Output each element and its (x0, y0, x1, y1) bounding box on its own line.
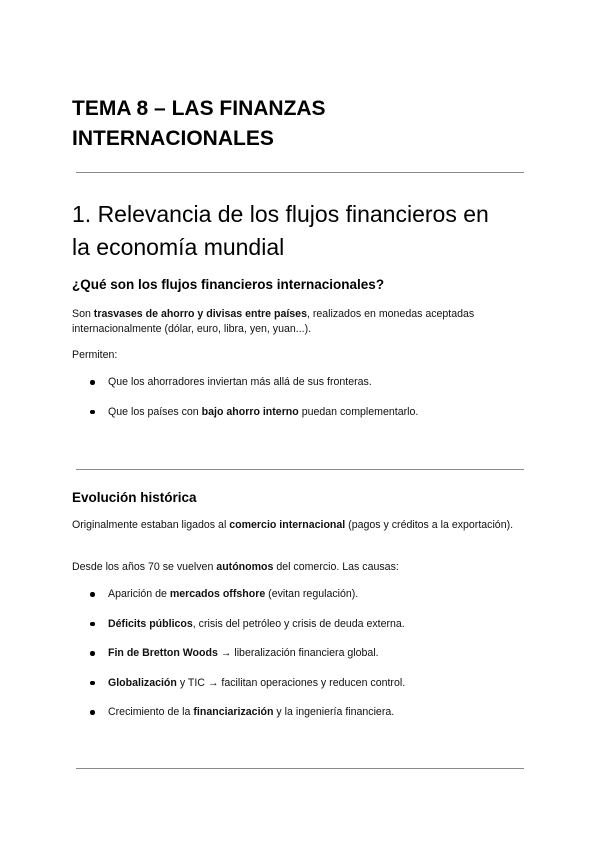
list-item (88, 676, 528, 706)
document-title-line-1: TEMA 8 – LAS FINANZAS (72, 97, 326, 120)
para-original-bold: comercio internacional (229, 519, 346, 531)
section-1-heading-line-1: 1. Relevancia de los flujos financieros en (72, 201, 489, 227)
section-1-subheading: ¿Qué son los flujos financieros internacionales? (72, 277, 385, 292)
bullet-text-bold: Fin de Bretton Woods (108, 647, 218, 659)
bullet-text-bold: Déficits públicos (108, 617, 193, 630)
bullet-dot-icon (90, 681, 95, 686)
list-item (88, 405, 528, 435)
list-item (88, 375, 528, 405)
document-title-line-2: INTERNACIONALES (72, 127, 274, 150)
section-1-heading-line-2: la economía mundial (72, 234, 285, 260)
section-2-bullet-list (88, 587, 528, 735)
bullet-dot-icon (90, 710, 95, 715)
document-title (72, 94, 532, 154)
bullet-dot-icon (90, 592, 95, 597)
section-1-bullet-list (88, 375, 528, 434)
para-original (72, 518, 532, 533)
para-causas-bold: autónomos (216, 561, 274, 573)
bullet-text-bold: Globalización (108, 676, 177, 689)
list-item (88, 617, 528, 647)
bullet-text-post: , crisis del petróleo y crisis de deuda externa. (192, 617, 405, 630)
definition-paragraph (72, 307, 532, 337)
bullet-text-post: y TIC → facilitan operaciones y reducen control. (176, 676, 406, 689)
para-causas-post: del comercio. Las causas: (273, 561, 399, 573)
bullet-dot-icon (90, 380, 95, 385)
bullet-text-bold: bajo ahorro interno (201, 405, 299, 418)
bullet-text-bold: financiarización (193, 706, 274, 718)
para-causas (72, 560, 532, 575)
divider-3 (76, 768, 524, 769)
para-original-post: (pagos y créditos a la exportación). (345, 519, 514, 531)
section-1-heading (72, 198, 542, 264)
para-causas-pre: Desde los años 70 se vuelven (72, 561, 217, 573)
bullet-text-post: puedan complementarlo. (298, 405, 419, 418)
para-original-pre: Originalmente estaban ligados al (72, 519, 230, 531)
bullet-text-post: y la ingeniería financiera. (273, 706, 395, 718)
bullet-text-post: → liberalización financiera global. (217, 647, 379, 659)
bullet-text-pre: Aparición de (108, 588, 170, 600)
section-2-heading: Evolución histórica (72, 490, 197, 505)
bullet-text-pre: Que los países con (108, 405, 202, 418)
divider-2 (76, 469, 524, 470)
bullet-text-post: (evitan regulación). (265, 588, 359, 600)
list-item (88, 705, 528, 735)
definition-bold: trasvases de ahorro y divisas entre países (93, 308, 307, 320)
bullet-text-bold: mercados offshore (169, 588, 266, 600)
definition-pre: Son (72, 308, 94, 320)
bullet-text: Que los ahorradores inviertan más allá de sus fronteras. (108, 376, 372, 388)
bullet-dot-icon (90, 651, 95, 656)
bullet-text-pre: Crecimiento de la (108, 706, 194, 718)
bullet-dot-icon (90, 410, 95, 415)
list-item (88, 646, 528, 676)
permiten-label: Permiten: (72, 349, 118, 361)
list-item (88, 587, 528, 617)
bullet-dot-icon (90, 622, 95, 627)
divider-1 (76, 172, 524, 173)
definition-post: , realizados en monedas aceptadas internacionalmente (dólar, euro, libra, yen, yuan...). (72, 308, 475, 335)
